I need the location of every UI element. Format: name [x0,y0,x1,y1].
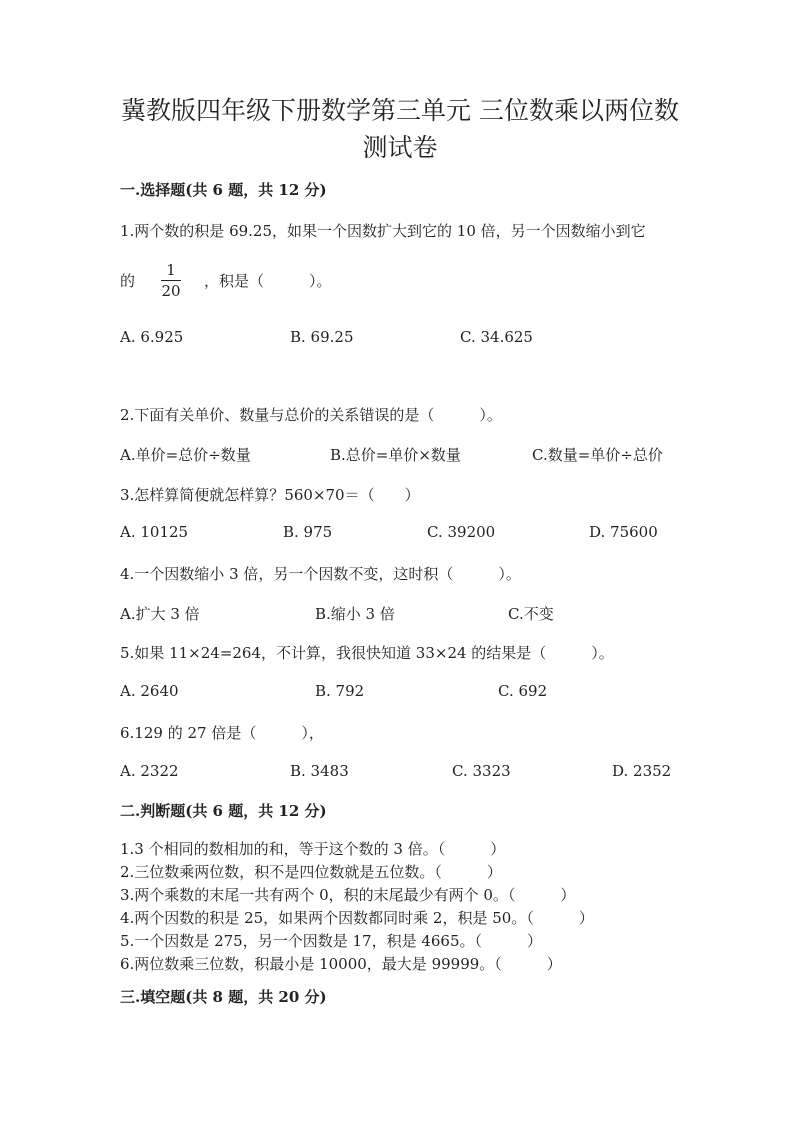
q5-option-b[interactable]: B. 792 [315,682,365,700]
q6-option-d[interactable]: D. 2352 [612,762,672,780]
q3-option-c[interactable]: C. 39200 [427,523,496,541]
section-heading-fill-blank: 三.填空题(共 8 题，共 20 分) [120,988,327,1006]
question-1-line-2-start: 的 [120,272,136,290]
judgement-item: 6.两位数乘三位数，积最小是 10000，最大是 99999。（ ） [120,955,562,973]
question-3: 3.怎样算简便就怎样算？560×70＝（ ） [120,486,420,504]
fraction-one-twentieth [160,262,182,299]
q6-option-b[interactable]: B. 3483 [290,762,349,780]
section-heading-choice: 一.选择题(共 6 题，共 12 分) [120,181,327,199]
question-6: 6.129 的 27 倍是（ ）， [120,724,324,742]
q4-option-b[interactable]: B.缩小 3 倍 [315,605,395,623]
q5-option-a[interactable]: A. 2640 [120,682,179,700]
q1-option-c[interactable]: C. 34.625 [460,328,533,346]
q4-option-c[interactable]: C.不变 [508,605,554,623]
judgement-list [120,838,594,976]
q4-option-a[interactable]: A.扩大 3 倍 [120,605,200,623]
fraction-bar [161,280,181,281]
question-1-line-2-end: ，积是（ ）。 [204,272,332,290]
q6-option-c[interactable]: C. 3323 [452,762,511,780]
fraction-numerator: 1 [166,261,176,279]
q5-option-c[interactable]: C. 692 [498,682,548,700]
judgement-item: 3.两个乘数的末尾一共有两个 0，积的末尾最少有两个 0。（ ） [120,886,576,904]
q2-option-b[interactable]: B.总价=单价×数量 [330,446,461,464]
question-1-line-1: 1.两个数的积是 69.25，如果一个因数扩大到它的 10 倍，另一个因数缩小到它 [120,222,646,240]
question-2: 2.下面有关单价、数量与总价的关系错误的是（ ）。 [120,406,502,424]
judgement-item: 2.三位数乘两位数，积不是四位数就是五位数。（ ） [120,863,502,881]
question-5: 5.如果 11×24=264，不计算，我很快知道 33×24 的结果是（ ）。 [120,644,614,662]
q2-option-c[interactable]: C.数量=单价÷总价 [532,446,663,464]
section-heading-judgement: 二.判断题(共 6 题，共 12 分) [120,802,327,820]
title-line-1: 冀教版四年级下册数学第三单元 三位数乘以两位数 [121,96,679,125]
judgement-item: 4.两个因数的积是 25，如果两个因数都同时乘 2，积是 50。（ ） [120,909,594,927]
fraction-denominator: 20 [161,282,181,300]
q3-option-a[interactable]: A. 10125 [120,523,189,541]
q3-option-d[interactable]: D. 75600 [589,523,658,541]
judgement-item: 1.3 个相同的数相加的和，等于这个数的 3 倍。（ ） [120,840,506,858]
judgement-item: 5.一个因数是 275，另一个因数是 17，积是 4665。（ ） [120,932,543,950]
q1-option-a[interactable]: A. 6.925 [120,328,184,346]
page-title [60,92,740,166]
q6-option-a[interactable]: A. 2322 [120,762,179,780]
title-line-2: 测试卷 [362,133,438,162]
q1-option-b[interactable]: B. 69.25 [290,328,354,346]
q3-option-b[interactable]: B. 975 [283,523,333,541]
question-4: 4.一个因数缩小 3 倍，另一个因数不变，这时积（ ）。 [120,565,521,583]
q2-option-a[interactable]: A.单价=总价÷数量 [120,446,251,464]
